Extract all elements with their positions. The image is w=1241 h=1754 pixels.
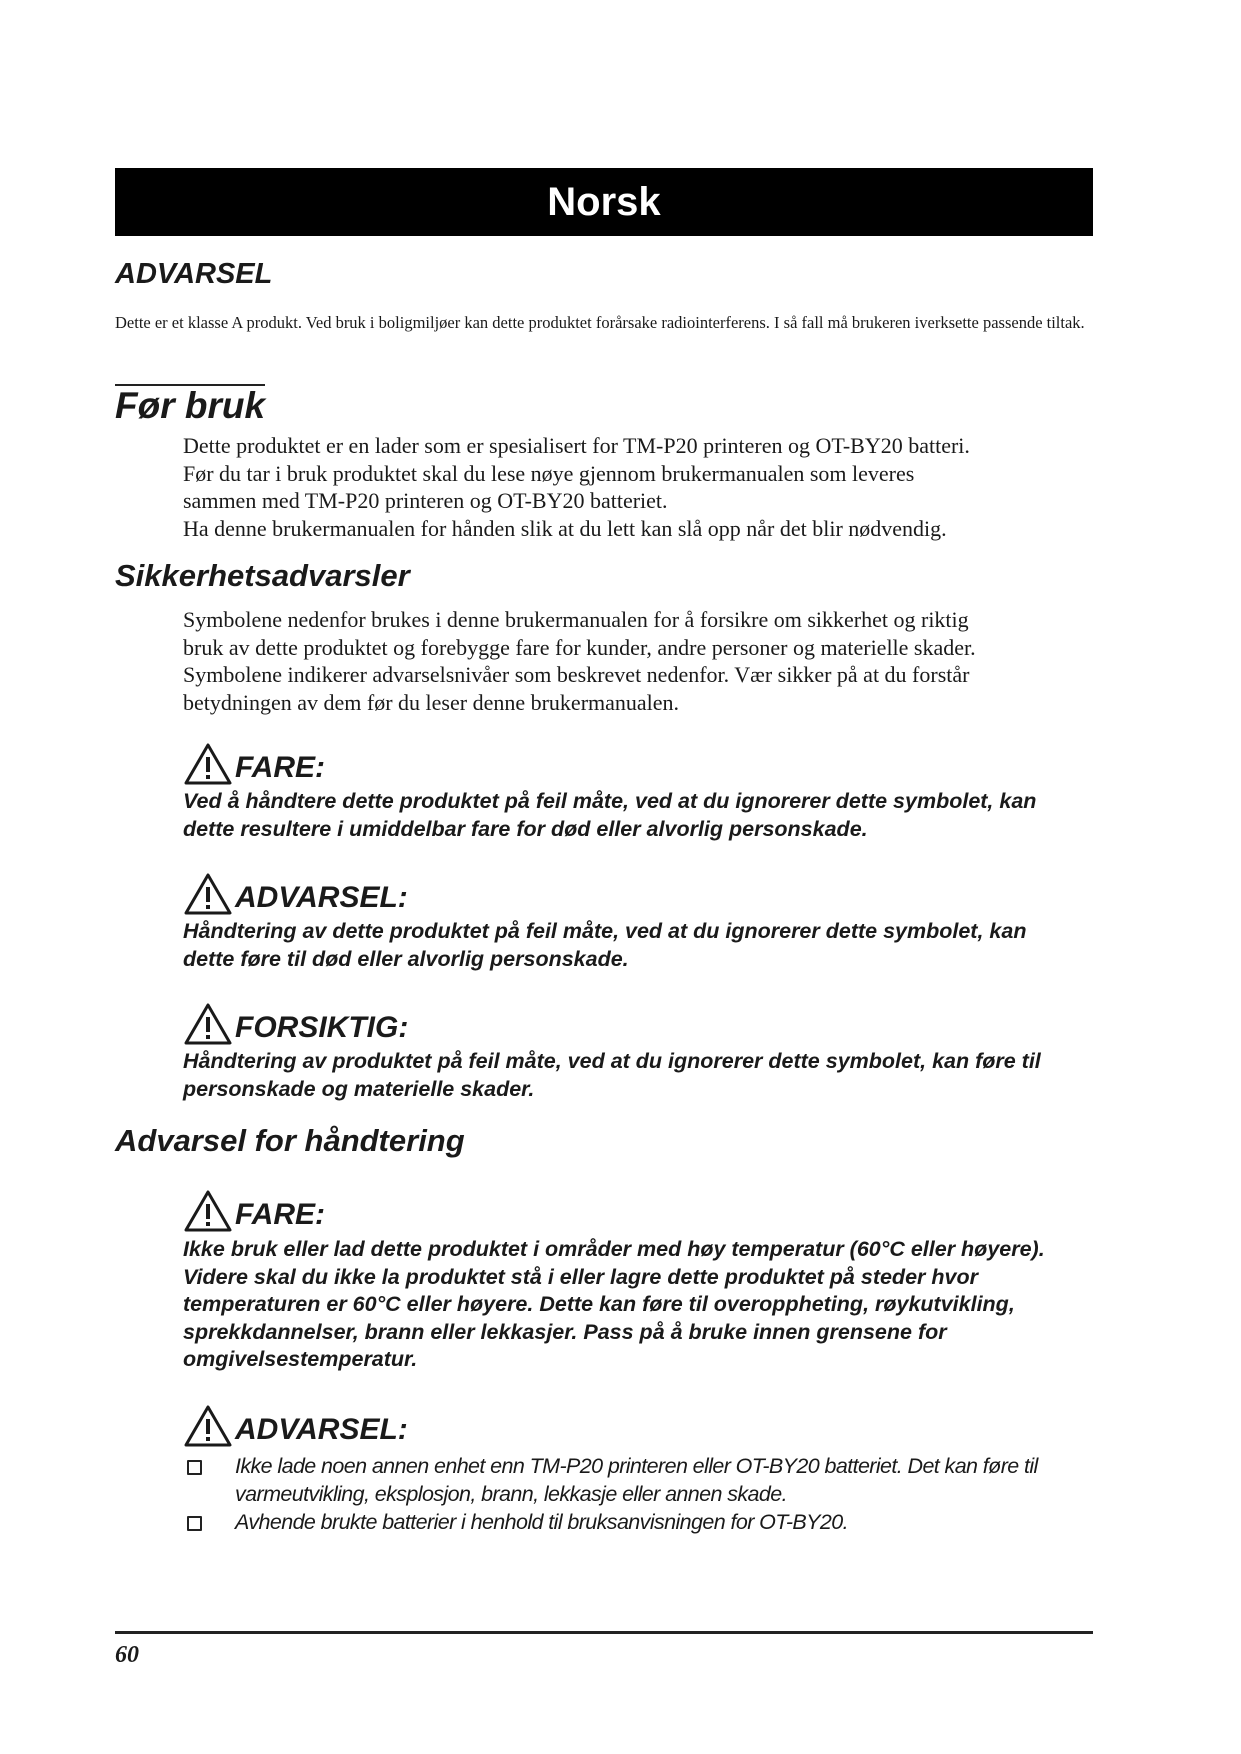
warning-triangle-icon <box>183 742 233 786</box>
before-use-text <box>183 432 1098 542</box>
text-line: sammen med TM-P20 printeren og OT-BY20 batteriet. <box>183 488 668 513</box>
text-line: bruk av dette produktet og forebygge fare for kunder, andre personer og materielle skader. <box>183 634 976 660</box>
checkbox-bullet-icon <box>187 1516 202 1531</box>
text-line: temperaturen er 60°C eller høyere. Dette kan føre til overoppheting, røykutvikling, <box>183 1292 1015 1316</box>
danger-text <box>183 788 1098 843</box>
danger-label: FARE: <box>235 751 325 784</box>
text-line: personskade og materielle skader. <box>183 1076 535 1101</box>
danger-heading <box>183 736 325 786</box>
text-line: omgivelsestemperatur. <box>183 1347 418 1371</box>
language-banner: Norsk <box>115 168 1093 236</box>
before-use-heading: Før bruk <box>115 385 266 426</box>
text-line: Håndtering av dette produktet på feil måte, ved at du ignorerer dette symbolet, kan <box>183 919 1027 943</box>
list-item <box>183 1452 1098 1508</box>
text-line: Symbolene indikerer advarselsnivåer som beskrevet nedenfor. Vær sikker på at du forstår <box>183 662 970 687</box>
handling-warning-label: ADVARSEL: <box>235 1413 408 1446</box>
text-line: Symbolene nedenfor brukes i denne brukermanualen for å forsikre om sikkerhet og riktig <box>183 607 969 632</box>
text-line: varmeutvikling, eksplosjon, brann, lekkasje eller annen skade. <box>235 1482 787 1506</box>
handling-warning-heading <box>183 1398 408 1448</box>
warning-heading <box>183 866 408 916</box>
text-line: betydningen av dem før du leser denne brukermanualen. <box>183 689 680 715</box>
text-line: Ved å håndtere dette produktet på feil måte, ved at du ignorerer dette symbolet, kan <box>183 789 1037 813</box>
warning-triangle-icon <box>183 1002 233 1046</box>
warning-label: ADVARSEL: <box>235 881 408 914</box>
warning-triangle-icon <box>183 872 233 916</box>
text-line: Ikke bruk eller lad dette produktet i områder med høy temperatur (60°C eller høyere). <box>183 1237 1045 1261</box>
text-line: dette resultere i umiddelbar fare for død eller alvorlig personskade. <box>183 816 868 841</box>
bullet-text <box>235 1452 1038 1508</box>
text-line: Før du tar i bruk produktet skal du lese nøye gjennom brukermanualen som leveres <box>183 460 915 486</box>
handling-heading: Advarsel for håndtering <box>115 1123 465 1158</box>
text-line: dette føre til død eller alvorlig personskade. <box>183 946 629 971</box>
safety-text <box>183 606 1098 716</box>
warning-triangle-icon <box>183 1404 233 1448</box>
bullet-text <box>235 1508 848 1536</box>
text-line: Avhende brukte batterier i henhold til bruksanvisningen for OT-BY20. <box>235 1510 848 1534</box>
warning-triangle-icon <box>183 1189 233 1233</box>
caution-label: FORSIKTIG: <box>235 1011 409 1044</box>
text-line: Dette produktet er en lader som er spesialisert for TM-P20 printeren og OT-BY20 batteri. <box>183 433 970 458</box>
handling-danger-label: FARE: <box>235 1198 325 1231</box>
text-line: Ha denne brukermanualen for hånden slik at du lett kan slå opp når det blir nødvendig. <box>183 515 947 541</box>
text-line: Håndtering av produktet på feil måte, ved at du ignorerer dette symbolet, kan føre til <box>183 1049 1041 1073</box>
warning-text <box>183 918 1098 973</box>
text-line: Ikke lade noen annen enhet enn TM-P20 printeren eller OT-BY20 batteriet. Det kan føre til <box>235 1454 1038 1478</box>
notice-heading: ADVARSEL <box>115 258 273 290</box>
text-line: Videre skal du ikke la produktet stå i eller lagre dette produktet på steder hvor <box>183 1264 978 1289</box>
footer-rule <box>115 1631 1093 1634</box>
handling-danger-text <box>183 1236 1098 1374</box>
notice-text: Dette er et klasse A produkt. Ved bruk i boligmiljøer kan dette produktet forårsake radiointerferens. I så fall må brukeren iverksette passende tiltak. <box>115 313 1085 332</box>
handling-danger-heading <box>183 1183 325 1233</box>
page-number: 60 <box>115 1642 139 1668</box>
caution-text <box>183 1048 1098 1103</box>
caution-heading <box>183 996 408 1046</box>
text-line: sprekkdannelser, brann eller lekkasjer. Pass på å bruke innen grensene for <box>183 1319 947 1344</box>
list-item <box>183 1508 1098 1536</box>
safety-heading: Sikkerhetsadvarsler <box>115 558 410 593</box>
checkbox-bullet-icon <box>187 1460 202 1475</box>
